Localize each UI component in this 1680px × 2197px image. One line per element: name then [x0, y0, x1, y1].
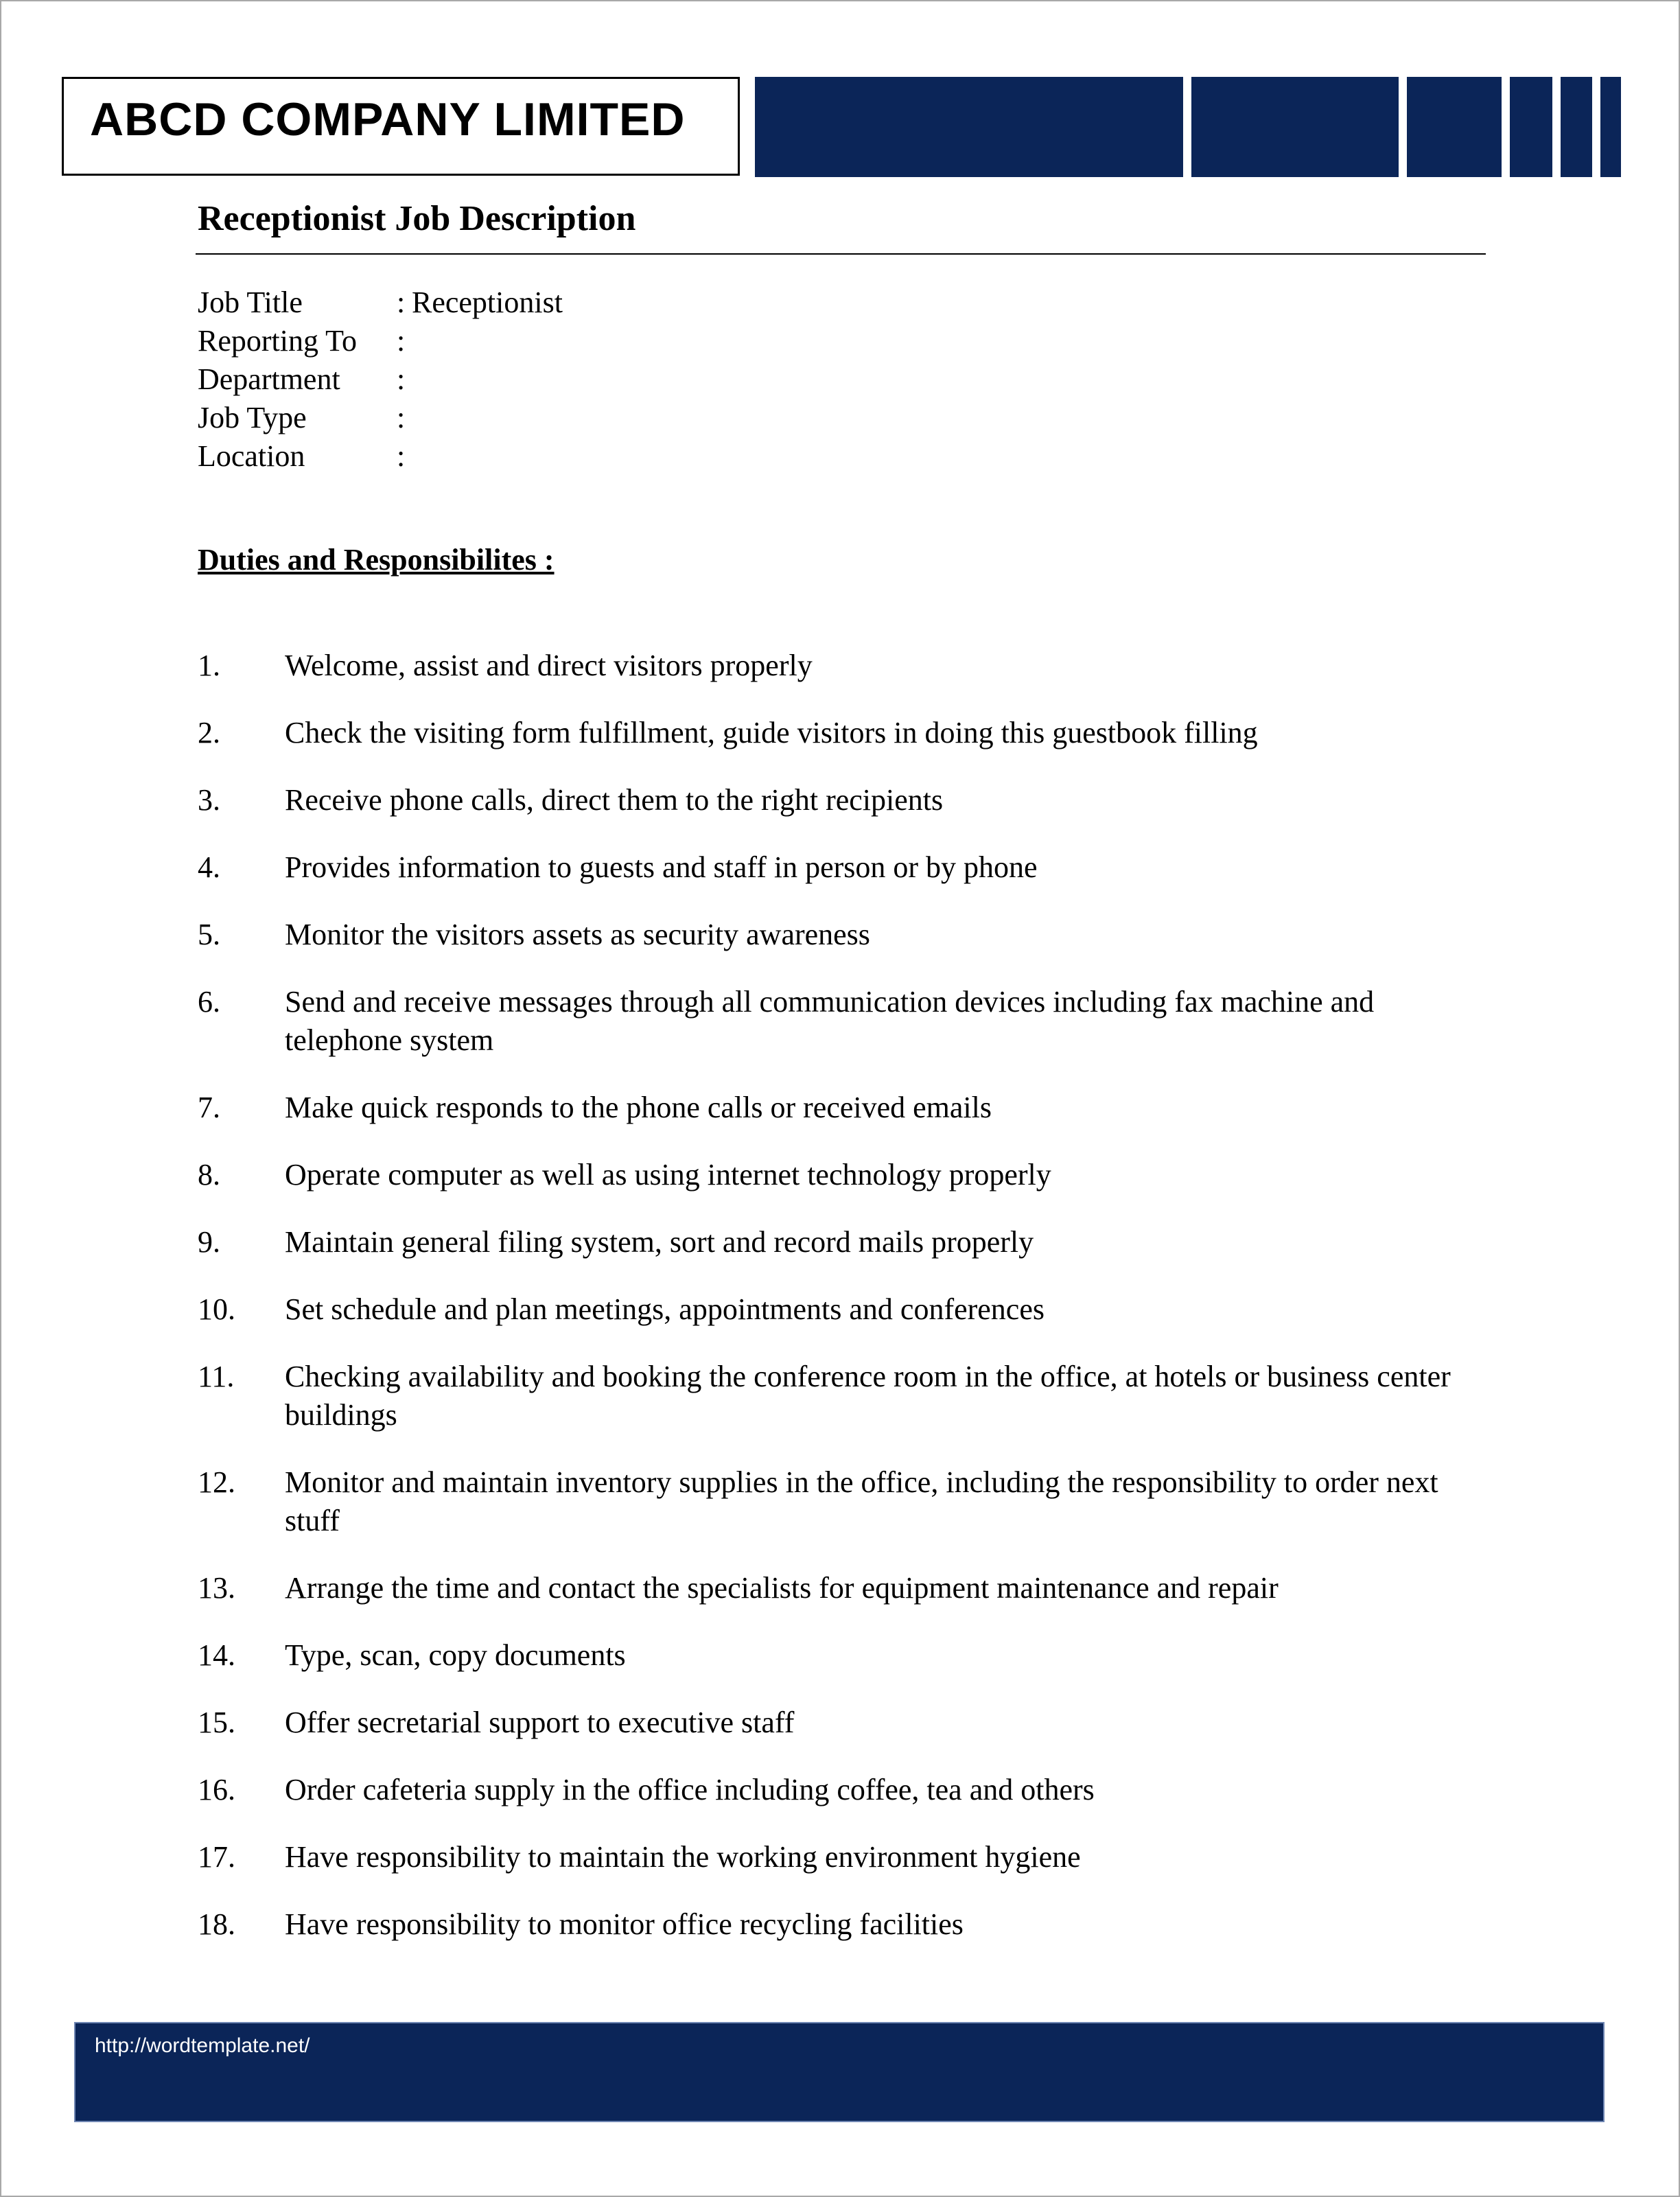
duty-text: Send and receive messages through all communication devices including fax machine and telephone system [285, 985, 1375, 1057]
list-item [198, 1089, 1488, 1127]
title-divider [196, 253, 1486, 255]
list-item [198, 1290, 1488, 1329]
info-colon: : [397, 362, 406, 396]
list-item [198, 1905, 1488, 1944]
duty-text: Type, scan, copy documents [285, 1638, 626, 1672]
duty-text: Maintain general filing system, sort and record mails properly [285, 1225, 1034, 1259]
list-item [198, 1463, 1488, 1540]
info-colon: : [397, 286, 406, 319]
duty-number: 1. [198, 649, 220, 682]
duty-number: 5. [198, 918, 220, 951]
duties-heading: Duties and Responsibilites : [198, 543, 555, 577]
company-name: ABCD COMPANY LIMITED [90, 93, 686, 146]
header-bar-6 [1600, 77, 1621, 177]
duty-text: Make quick responds to the phone calls or received emails [285, 1091, 992, 1124]
list-item [198, 1838, 1488, 1876]
duty-text: Monitor the visitors assets as security awareness [285, 918, 870, 951]
duty-number: 4. [198, 850, 220, 884]
duty-number: 3. [198, 783, 220, 817]
list-item [198, 916, 1488, 954]
duty-text: Order cafeteria supply in the office including coffee, tea and others [285, 1773, 1095, 1806]
list-item [198, 781, 1488, 819]
info-label: Department [198, 362, 340, 396]
duty-number: 18. [198, 1907, 235, 1941]
duty-text: Have responsibility to maintain the working environment hygiene [285, 1840, 1081, 1874]
list-item [198, 1771, 1488, 1809]
duty-text: Monitor and maintain inventory supplies in the office, including the responsibility to order next stuff [285, 1465, 1438, 1537]
duty-text: Have responsibility to monitor office recycling facilities [285, 1907, 964, 1941]
header-bar-2 [1191, 77, 1399, 177]
duty-number: 9. [198, 1225, 220, 1259]
list-item [198, 714, 1488, 752]
duty-text: Offer secretarial support to executive staff [285, 1706, 795, 1739]
header-bar-5 [1561, 77, 1592, 177]
header-bar-3 [1407, 77, 1502, 177]
duty-number: 12. [198, 1465, 235, 1499]
list-item [198, 1358, 1488, 1434]
list-item [198, 848, 1488, 887]
list-item [198, 1156, 1488, 1194]
info-label: Job Title [198, 286, 303, 319]
list-item [198, 1636, 1488, 1675]
list-item [198, 1223, 1488, 1262]
duty-number: 11. [198, 1360, 235, 1393]
list-item [198, 647, 1488, 685]
info-colon: : [397, 401, 406, 434]
duty-text: Checking availability and booking the conference room in the office, at hotels or business center buildings [285, 1360, 1451, 1432]
duty-number: 17. [198, 1840, 235, 1874]
header-bar-1 [755, 77, 1183, 177]
list-item [198, 1569, 1488, 1607]
info-label: Job Type [198, 401, 307, 434]
duty-number: 7. [198, 1091, 220, 1124]
duty-number: 8. [198, 1158, 220, 1192]
info-label: Reporting To [198, 324, 357, 358]
job-info [198, 283, 563, 476]
document-title: Receptionist Job Description [198, 199, 636, 238]
duty-number: 10. [198, 1292, 235, 1326]
list-item [198, 1704, 1488, 1742]
duty-number: 16. [198, 1773, 235, 1806]
duty-number: 15. [198, 1706, 235, 1739]
company-name-box [62, 77, 740, 176]
duties-list [198, 647, 1488, 1973]
info-row-job-title [198, 283, 563, 322]
info-row-location [198, 437, 563, 476]
footer-bar [74, 2022, 1605, 2122]
info-value: Receptionist [412, 286, 563, 319]
duty-number: 13. [198, 1571, 235, 1605]
duty-text: Receive phone calls, direct them to the right recipients [285, 783, 944, 817]
info-row-job-type [198, 399, 563, 437]
info-colon: : [397, 439, 406, 473]
info-row-reporting-to [198, 322, 563, 360]
duty-number: 2. [198, 716, 220, 749]
duty-text: Welcome, assist and direct visitors properly [285, 649, 813, 682]
list-item [198, 983, 1488, 1060]
duty-text: Set schedule and plan meetings, appointments and conferences [285, 1292, 1045, 1326]
duty-text: Arrange the time and contact the specialists for equipment maintenance and repair [285, 1571, 1279, 1605]
duty-number: 6. [198, 985, 220, 1019]
duty-text: Check the visiting form fulfillment, guide visitors in doing this guestbook filling [285, 716, 1258, 749]
info-row-department [198, 360, 563, 399]
info-colon: : [397, 324, 406, 358]
info-label: Location [198, 439, 305, 473]
duty-text: Provides information to guests and staff in person or by phone [285, 850, 1038, 884]
footer-link[interactable]: http://wordtemplate.net/ [95, 2034, 310, 2057]
duty-text: Operate computer as well as using internet technology properly [285, 1158, 1051, 1192]
header-bar-4 [1510, 77, 1552, 177]
duty-number: 14. [198, 1638, 235, 1672]
